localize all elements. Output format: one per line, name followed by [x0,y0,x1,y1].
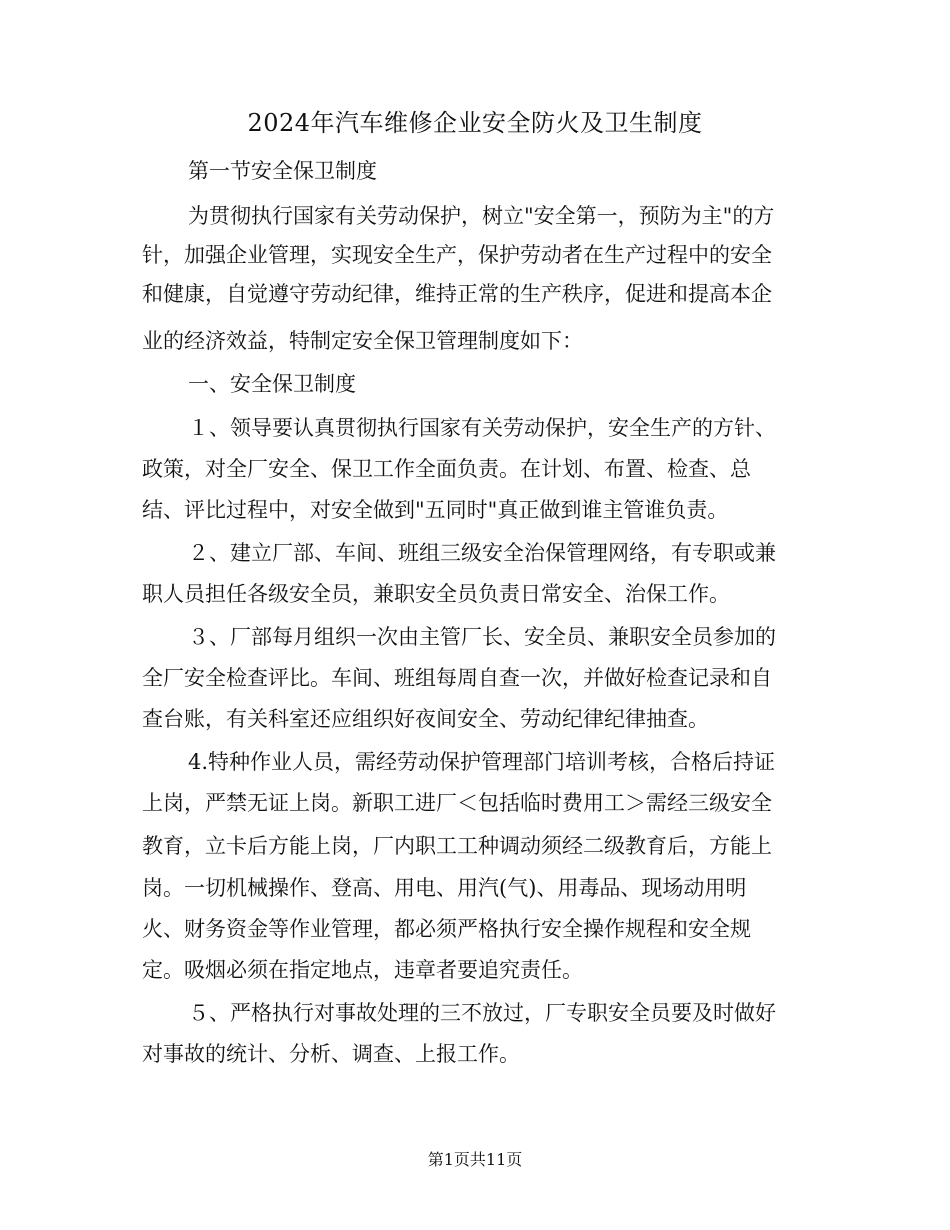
paragraph-line: 政策，对全厂安全、保卫工作全面负责。在计划、布置、检查、总 [142,457,751,481]
paragraph-line: 岗。一切机械操作、登高、用电、用汽(气)、用毒品、现场动用明 [142,876,747,900]
paragraph-line: 针，加强企业管理，实现安全生产，保护劳动者在生产过程中的安全 [142,243,772,267]
paragraph-line: ３、厂部每月组织一次由主管厂长、安全员、兼职安全员参加的 [188,625,776,649]
paragraph-line: ５、严格执行对事故处理的三不放过，厂专职安全员要及时做好 [188,1001,776,1025]
paragraph-line: 教育，立卡后方能上岗，厂内职工工种调动须经二级教育后，方能上 [142,834,772,858]
paragraph-line: 对事故的统计、分析、调查、上报工作。 [142,1042,520,1066]
paragraph-line: 职人员担任各级安全员，兼职安全员负责日常安全、治保工作。 [142,582,730,606]
paragraph-line: 业的经济效益，特制定安全保卫管理制度如下： [142,329,583,353]
section-heading: 第一节安全保卫制度 [188,159,377,183]
paragraph-line: 和健康，自觉遵守劳动纪律，维持正常的生产秩序，促进和提高本企 [142,282,772,306]
page-number-footer: 第1页共11页 [427,1150,523,1169]
paragraph-line: 为贯彻执行国家有关劳动保护，树立"安全第一，预防为主"的方 [188,204,775,228]
paragraph-line: 4.特种作业人员，需经劳动保护管理部门培训考核，合格后持证 [188,750,776,774]
paragraph-line: 定。吸烟必须在指定地点，违章者要追究责任。 [142,958,583,982]
paragraph-line: ２、建立厂部、车间、班组三级安全治保管理网络，有专职或兼 [188,541,776,565]
paragraph-line: 查台账，有关科室还应组织好夜间安全、劳动纪律纪律抽查。 [142,707,709,731]
paragraph-line: 结、评比过程中，对安全做到"五同时"真正做到谁主管谁负责。 [142,498,729,522]
subsection-heading: 一、安全保卫制度 [188,372,356,396]
paragraph-line: 上岗，严禁无证上岗。新职工进厂＜包括临时费用工＞需经三级安全 [142,791,772,815]
document-title: 2024年汽车维修企业安全防火及卫生制度 [247,109,703,137]
paragraph-line: １、领导要认真贯彻执行国家有关劳动保护，安全生产的方针、 [188,416,776,440]
paragraph-line: 全厂安全检查评比。车间、班组每周自查一次，并做好检查记录和自 [142,666,772,690]
paragraph-line: 火、财务资金等作业管理，都必须严格执行安全操作规程和安全规 [142,917,751,941]
